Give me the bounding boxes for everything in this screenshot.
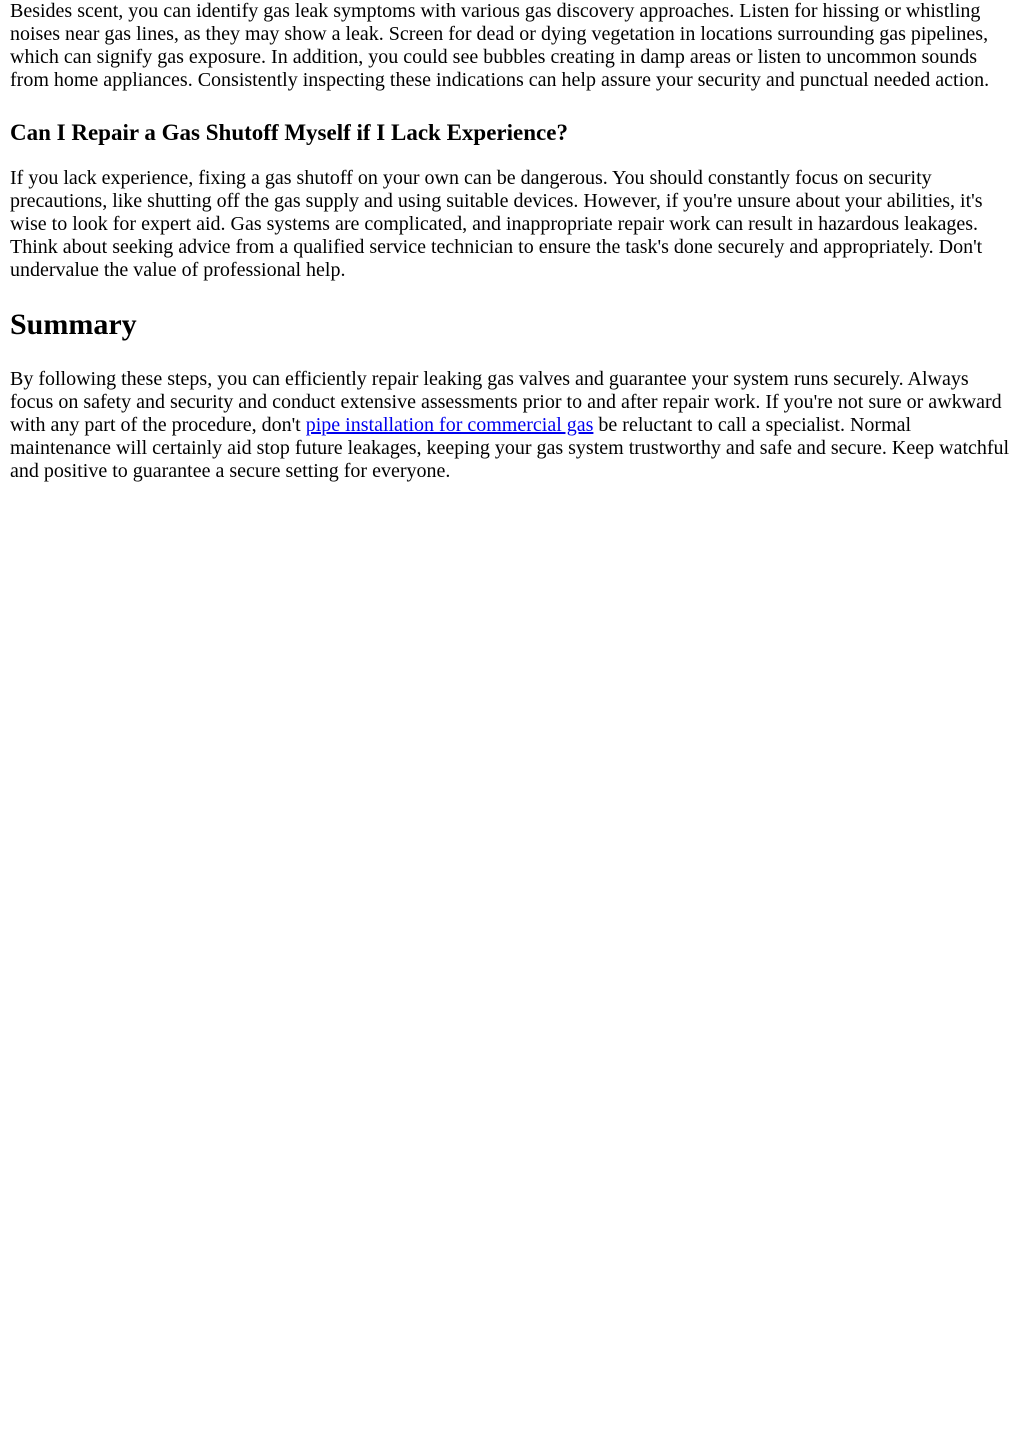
- summary-text-before-link: By following these steps, you can efficiently repair leaking gas valves and guarantee your system runs securely. Always focus on safety and security and conduct extensive assessments prior to and after repair work. If you're not sure or awkward with any part of the procedure, don't: [10, 368, 1002, 436]
- paragraph-summary: [10, 368, 1014, 483]
- heading-repair-shutoff: Can I Repair a Gas Shutoff Myself if I Lack Experience?: [10, 120, 568, 145]
- paragraph-gas-leak-symptoms: Besides scent, you can identify gas leak symptoms with various gas discovery approaches. Listen for hissing or whistling noises near gas lines, as they may show a leak. Screen for dead or dying vegetation in locations surrounding gas pipelines, which can signify gas exposure. In addition, you could see bubbles creating in damp areas or listen to uncommon sounds from home appliances. Consistently inspecting these indications can help assure your security and punctual needed action.: [10, 0, 990, 91]
- summary-text-after-link: be reluctant to call a specialist. Normal maintenance will certainly aid stop future leakages, keeping your gas system trustworthy and safe and secure. Keep watchful and positive to guarantee a secure setting for everyone.: [10, 414, 1010, 482]
- heading-summary: Summary: [10, 308, 137, 341]
- paragraph-repair-shutoff: If you lack experience, fixing a gas shutoff on your own can be dangerous. You should constantly focus on security precautions, like shutting off the gas supply and using suitable devices. However, if you're unsure about your abilities, it's wise to look for expert aid. Gas systems are complicated, and inappropriate repair work can result in hazardous leakages. Think about seeking advice from a qualified service technician to ensure the task's done securely and appropriately. Don't undervalue the value of professional help.: [10, 167, 983, 281]
- pipe-installation-link[interactable]: pipe installation for commercial gas: [305, 414, 594, 436]
- article-page: [0, 0, 1024, 483]
